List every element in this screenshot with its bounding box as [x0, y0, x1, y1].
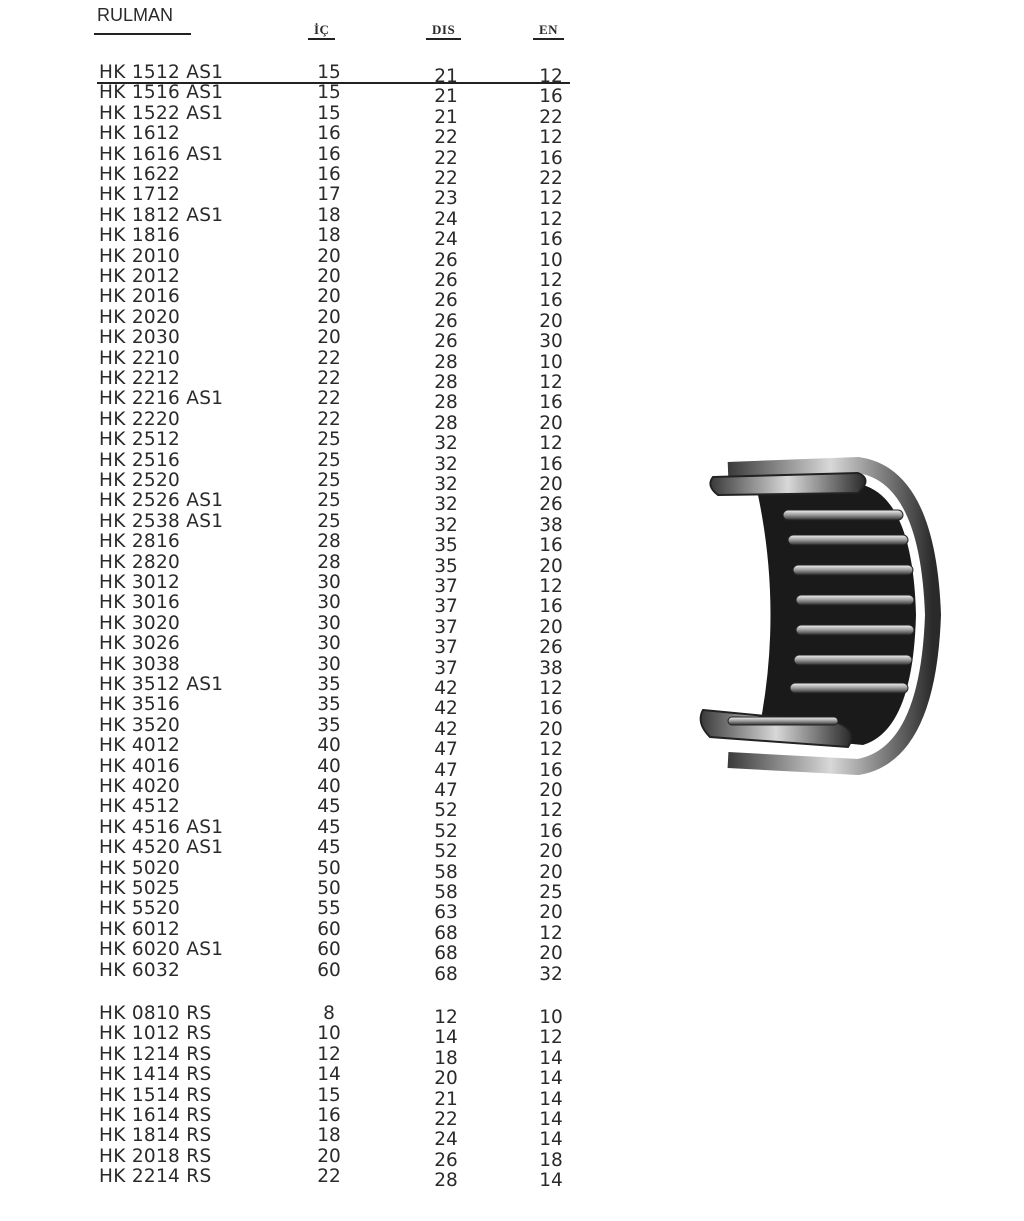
value-en: 16 [539, 759, 563, 781]
bearing-code: HK 3016 [99, 592, 181, 614]
value-en: 20 [539, 718, 563, 740]
value-ic: 45 [317, 796, 341, 818]
value-dis: 21 [434, 86, 458, 108]
value-dis: 68 [434, 963, 458, 985]
value-ic: 18 [317, 225, 341, 247]
value-dis: 68 [434, 943, 458, 965]
value-ic: 40 [317, 755, 341, 777]
value-dis: 47 [434, 739, 458, 761]
bearing-code: HK 3516 [99, 694, 181, 716]
bearing-code: HK 1414 RS [99, 1064, 212, 1086]
value-dis: 52 [434, 820, 458, 842]
value-en: 16 [539, 147, 563, 169]
value-en: 14 [539, 1088, 563, 1110]
value-dis: 22 [434, 147, 458, 169]
value-ic: 8 [323, 1003, 335, 1024]
value-ic: 40 [317, 776, 341, 797]
bearing-code: HK 2030 [99, 327, 181, 349]
value-dis: 47 [434, 780, 458, 801]
value-en: 12 [539, 270, 563, 291]
value-en: 12 [539, 208, 563, 230]
value-dis: 26 [434, 310, 458, 332]
value-ic: 25 [317, 490, 341, 512]
bearing-code: HK 3512 AS1 [99, 674, 224, 695]
bearing-code: HK 2016 [99, 286, 181, 308]
value-en: 20 [539, 616, 563, 638]
bearing-code: HK 4020 [99, 776, 181, 797]
value-ic: 30 [317, 572, 341, 593]
value-en: 16 [539, 820, 563, 842]
value-ic: 20 [317, 306, 341, 328]
bearing-code: HK 4016 [99, 755, 181, 777]
value-en: 26 [539, 494, 563, 516]
value-en: 22 [539, 168, 563, 189]
value-en: 10 [539, 249, 563, 271]
value-ic: 30 [317, 592, 341, 614]
value-ic: 15 [317, 82, 341, 104]
bearing-code: HK 2020 [99, 306, 181, 328]
value-dis: 28 [434, 1170, 458, 1192]
bearing-code: HK 1512 AS1 [99, 62, 224, 83]
value-en: 16 [539, 698, 563, 720]
value-en: 14 [539, 1068, 563, 1090]
value-dis: 28 [434, 351, 458, 373]
value-en: 20 [539, 780, 563, 801]
value-en: 14 [539, 1109, 563, 1130]
value-en: 12 [539, 1027, 563, 1049]
value-ic: 16 [317, 1105, 341, 1126]
value-dis: 37 [434, 596, 458, 618]
value-dis: 32 [434, 433, 458, 455]
value-dis: 52 [434, 800, 458, 822]
bearing-code: HK 1614 RS [99, 1105, 212, 1126]
column-header-ic: İÇ [314, 22, 330, 37]
bearing-code: HK 0810 RS [99, 1003, 212, 1024]
value-ic: 55 [317, 898, 341, 920]
value-dis: 42 [434, 698, 458, 720]
value-ic: 20 [317, 327, 341, 349]
value-dis: 42 [434, 718, 458, 740]
value-en: 20 [539, 943, 563, 965]
value-en: 12 [539, 576, 563, 597]
value-ic: 15 [317, 1084, 341, 1106]
value-ic: 25 [317, 510, 341, 532]
value-dis: 18 [434, 1047, 458, 1069]
column-header-dis: DIS [432, 22, 456, 37]
bearing-code: HK 1812 AS1 [99, 204, 224, 226]
value-dis: 28 [434, 412, 458, 434]
value-dis: 23 [434, 188, 458, 210]
value-ic: 17 [317, 184, 341, 206]
value-ic: 20 [317, 1145, 341, 1167]
bearing-code: HK 3012 [99, 572, 181, 593]
bearing-code: HK 1814 RS [99, 1125, 212, 1147]
bearing-code: HK 2816 [99, 531, 181, 553]
value-en: 14 [539, 1129, 563, 1151]
value-en: 12 [539, 127, 563, 149]
value-dis: 24 [434, 1129, 458, 1151]
value-ic: 22 [317, 368, 341, 389]
value-ic: 50 [317, 878, 341, 899]
value-ic: 16 [317, 143, 341, 165]
value-dis: 32 [434, 514, 458, 536]
value-ic: 30 [317, 653, 341, 675]
bearing-code: HK 2010 [99, 245, 181, 267]
value-en: 12 [539, 678, 563, 699]
bearing-code: HK 1612 [99, 123, 181, 145]
value-ic: 60 [317, 939, 341, 961]
bearing-code: HK 2212 [99, 368, 181, 389]
bearing-code: HK 4012 [99, 735, 181, 757]
value-dis: 26 [434, 1149, 458, 1171]
value-dis: 63 [434, 902, 458, 924]
value-en: 20 [539, 902, 563, 924]
value-en: 16 [539, 453, 563, 475]
value-ic: 16 [317, 123, 341, 145]
value-en: 12 [539, 433, 563, 455]
value-en: 16 [539, 392, 563, 414]
bearing-code: HK 1712 [99, 184, 181, 206]
value-ic: 22 [317, 408, 341, 430]
bearing-code: HK 1522 AS1 [99, 102, 224, 124]
bearing-code: HK 2210 [99, 347, 181, 369]
value-en: 16 [539, 596, 563, 618]
value-dis: 22 [434, 1109, 458, 1130]
value-en: 12 [539, 922, 563, 944]
bearing-code: HK 3520 [99, 714, 181, 736]
value-dis: 14 [434, 1027, 458, 1049]
bearing-code: HK 1616 AS1 [99, 143, 224, 165]
value-ic: 25 [317, 470, 341, 491]
value-ic: 22 [317, 1166, 341, 1188]
value-en: 20 [539, 474, 563, 495]
value-dis: 35 [434, 555, 458, 577]
bearing-code: HK 2516 [99, 449, 181, 471]
value-dis: 37 [434, 657, 458, 679]
value-en: 20 [539, 861, 563, 883]
bearing-code: HK 1012 RS [99, 1023, 212, 1045]
bearing-code: HK 4516 AS1 [99, 816, 224, 838]
value-en: 12 [539, 800, 563, 822]
value-en: 18 [539, 1149, 563, 1171]
value-dis: 24 [434, 229, 458, 251]
value-ic: 28 [317, 531, 341, 553]
value-en: 10 [539, 351, 563, 373]
bearing-code: HK 1622 [99, 164, 181, 185]
value-ic: 45 [317, 816, 341, 838]
value-dis: 12 [434, 1007, 458, 1028]
bearing-code: HK 2538 AS1 [99, 510, 224, 532]
bearing-code: HK 2018 RS [99, 1145, 212, 1167]
bearing-code: HK 5025 [99, 878, 181, 899]
value-dis: 42 [434, 678, 458, 699]
value-en: 20 [539, 412, 563, 434]
value-dis: 58 [434, 861, 458, 883]
value-dis: 21 [434, 106, 458, 128]
bearing-code: HK 2220 [99, 408, 181, 430]
bearing-code: HK 2520 [99, 470, 181, 491]
value-dis: 21 [434, 1088, 458, 1110]
value-en: 16 [539, 535, 563, 557]
value-en: 10 [539, 1007, 563, 1028]
value-en: 14 [539, 1047, 563, 1069]
value-ic: 12 [317, 1043, 341, 1065]
value-dis: 68 [434, 922, 458, 944]
value-dis: 35 [434, 535, 458, 557]
value-ic: 35 [317, 674, 341, 695]
value-en: 38 [539, 514, 563, 536]
value-dis: 47 [434, 759, 458, 781]
value-en: 38 [539, 657, 563, 679]
value-ic: 14 [317, 1064, 341, 1086]
value-ic: 45 [317, 837, 341, 859]
bearing-code: HK 2214 RS [99, 1166, 212, 1188]
value-en: 12 [539, 739, 563, 761]
bearing-code: HK 6012 [99, 918, 181, 940]
value-ic: 15 [317, 102, 341, 124]
value-ic: 25 [317, 429, 341, 451]
value-en: 16 [539, 290, 563, 312]
value-en: 30 [539, 331, 563, 353]
column-header-rulman: RULMAN [97, 5, 174, 25]
bearing-code: HK 2512 [99, 429, 181, 451]
column-header-en: EN [539, 22, 559, 37]
value-ic: 60 [317, 918, 341, 940]
bearing-code: HK 1514 RS [99, 1084, 212, 1106]
value-en: 12 [539, 188, 563, 210]
value-en: 26 [539, 637, 563, 659]
value-en: 16 [539, 86, 563, 108]
bearing-code: HK 1214 RS [99, 1043, 212, 1065]
value-ic: 22 [317, 388, 341, 410]
value-dis: 37 [434, 616, 458, 638]
bearing-code: HK 1516 AS1 [99, 82, 224, 104]
value-en: 25 [539, 882, 563, 903]
bearing-code: HK 4520 AS1 [99, 837, 224, 859]
value-dis: 28 [434, 372, 458, 393]
value-dis: 37 [434, 576, 458, 597]
value-dis: 20 [434, 1068, 458, 1090]
value-dis: 58 [434, 882, 458, 903]
value-dis: 32 [434, 453, 458, 475]
bearing-code: HK 2012 [99, 266, 181, 287]
value-ic: 50 [317, 857, 341, 879]
value-ic: 22 [317, 347, 341, 369]
bearing-code: HK 3038 [99, 653, 181, 675]
bearing-code: HK 5020 [99, 857, 181, 879]
value-dis: 32 [434, 494, 458, 516]
value-en: 22 [539, 106, 563, 128]
value-en: 20 [539, 841, 563, 863]
value-ic: 15 [317, 62, 341, 83]
value-ic: 30 [317, 633, 341, 655]
value-ic: 30 [317, 612, 341, 634]
value-ic: 60 [317, 959, 341, 981]
value-ic: 18 [317, 1125, 341, 1147]
value-ic: 16 [317, 164, 341, 185]
value-ic: 25 [317, 449, 341, 471]
bearing-code: HK 4512 [99, 796, 181, 818]
value-ic: 20 [317, 286, 341, 308]
value-dis: 26 [434, 331, 458, 353]
value-dis: 26 [434, 270, 458, 291]
value-ic: 28 [317, 551, 341, 573]
value-ic: 10 [317, 1023, 341, 1045]
value-ic: 18 [317, 204, 341, 226]
bearing-code: HK 2820 [99, 551, 181, 573]
bearing-code: HK 2216 AS1 [99, 388, 224, 410]
value-en: 12 [539, 66, 563, 87]
value-ic: 40 [317, 735, 341, 757]
value-dis: 52 [434, 841, 458, 863]
value-en: 14 [539, 1170, 563, 1192]
value-dis: 26 [434, 290, 458, 312]
value-dis: 28 [434, 392, 458, 414]
bearing-code: HK 5520 [99, 898, 181, 920]
value-en: 20 [539, 310, 563, 332]
value-en: 32 [539, 963, 563, 985]
value-ic: 20 [317, 245, 341, 267]
bearing-code: HK 1816 [99, 225, 181, 247]
value-dis: 37 [434, 637, 458, 659]
bearing-code: HK 6020 AS1 [99, 939, 224, 961]
value-dis: 32 [434, 474, 458, 495]
value-en: 20 [539, 555, 563, 577]
bearing-code: HK 3020 [99, 612, 181, 634]
value-dis: 21 [434, 66, 458, 87]
value-ic: 35 [317, 714, 341, 736]
value-en: 16 [539, 229, 563, 251]
value-ic: 35 [317, 694, 341, 716]
bearing-code: HK 3026 [99, 633, 181, 655]
bearing-code: HK 2526 AS1 [99, 490, 224, 512]
needle-roller-bearing-icon [688, 455, 948, 775]
bearing-code: HK 6032 [99, 959, 181, 981]
value-dis: 22 [434, 127, 458, 149]
value-dis: 24 [434, 208, 458, 230]
value-ic: 20 [317, 266, 341, 287]
value-en: 12 [539, 372, 563, 393]
value-dis: 26 [434, 249, 458, 271]
value-dis: 22 [434, 168, 458, 189]
